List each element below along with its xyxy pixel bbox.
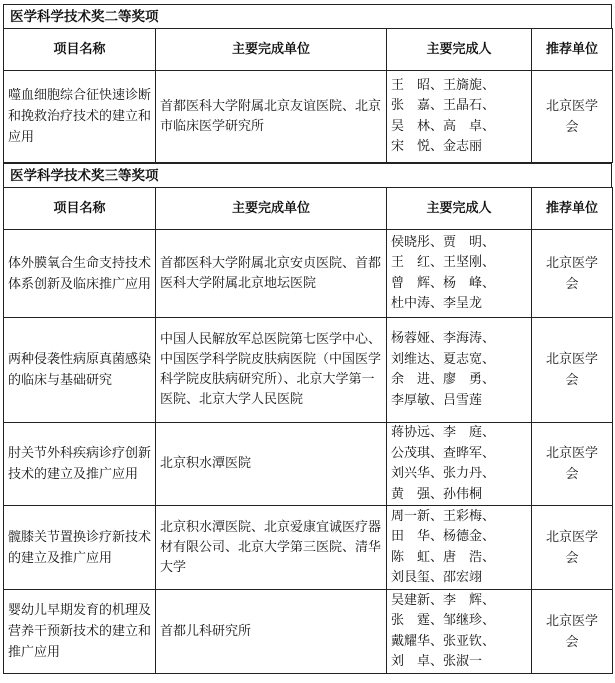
completion-people: 蒋协远、李 庭、 公茂琪、查晔军、 刘兴华、张力丹、 黄 强、孙伟桐	[387, 423, 532, 506]
header-project-name: 项目名称	[4, 188, 156, 230]
header-unit: 主要完成单位	[156, 188, 387, 230]
completion-people: 吴建新、李 辉、 张 霆、邹继珍、 戴耀华、张亚钦、 刘 卓、张淑一	[387, 590, 532, 674]
header-people: 主要完成人	[387, 29, 532, 71]
project-name: 两种侵袭性病原真菌感染的临床与基础研究	[4, 318, 156, 423]
table-row	[4, 71, 613, 163]
completion-unit: 首都医科大学附属北京安贞医院、首都医科大学附属北京地坛医院	[156, 230, 387, 318]
completion-unit: 中国人民解放军总医院第七医学中心、中国医学科学院皮肤病医院（中国医学科学院皮肤病研究所）、北京大学第一医院、北京大学人民医院	[156, 318, 387, 423]
table-row	[4, 423, 613, 506]
section-title-second-prize: 医学科学技术奖二等奖项	[3, 4, 612, 28]
completion-unit: 北京积水潭医院	[156, 423, 387, 506]
award-table-third-prize	[3, 187, 613, 674]
project-name: 肘关节外科疾病诊疗创新技术的建立及推广应用	[4, 423, 156, 506]
recommender: 北京医学会	[532, 423, 613, 506]
project-name: 婴幼儿早期发育的机理及营养干预新技术的建立和推广应用	[4, 590, 156, 674]
header-unit: 主要完成单位	[156, 29, 387, 71]
recommender: 北京医学会	[532, 590, 613, 674]
section-title-third-prize: 医学科学技术奖三等奖项	[3, 163, 612, 187]
completion-unit: 首都医科大学附属北京友谊医院、北京市临床医学研究所	[156, 71, 387, 163]
recommender: 北京医学会	[532, 318, 613, 423]
table-row	[4, 318, 613, 423]
project-name: 噬血细胞综合征快速诊断和挽救治疗技术的建立和应用	[4, 71, 156, 163]
completion-people: 王 昭、王旖旎、 张 嘉、王晶石、 吴 林、高 卓、 宋 悦、金志丽	[387, 71, 532, 163]
table-row	[4, 506, 613, 590]
table-header-row	[4, 188, 613, 230]
table-row	[4, 230, 613, 318]
completion-people: 周一新、王彩梅、 田 华、杨德金、 陈 虹、唐 浩、 刘艮玺、邵宏翊	[387, 506, 532, 590]
header-recommender: 推荐单位	[532, 29, 613, 71]
table-header-row	[4, 29, 613, 71]
completion-people: 侯晓彤、贾 明、 王 红、王坚刚、 曾 辉、杨 峰、 杜中涛、李呈龙	[387, 230, 532, 318]
table-row	[4, 590, 613, 674]
header-recommender: 推荐单位	[532, 188, 613, 230]
completion-unit: 首都儿科研究所	[156, 590, 387, 674]
recommender: 北京医学会	[532, 230, 613, 318]
project-name: 体外膜氧合生命支持技术体系创新及临床推广应用	[4, 230, 156, 318]
completion-people: 杨蓉娅、李海涛、 刘维达、夏志宽、 余 进、廖 勇、 李厚敏、吕雪莲	[387, 318, 532, 423]
recommender: 北京医学会	[532, 71, 613, 163]
award-table-second-prize	[3, 28, 613, 163]
project-name: 髋膝关节置换诊疗新技术的建立及推广应用	[4, 506, 156, 590]
completion-unit: 北京积水潭医院、北京爱康宜诚医疗器材有限公司、北京大学第三医院、清华大学	[156, 506, 387, 590]
recommender: 北京医学会	[532, 506, 613, 590]
header-people: 主要完成人	[387, 188, 532, 230]
header-project-name: 项目名称	[4, 29, 156, 71]
